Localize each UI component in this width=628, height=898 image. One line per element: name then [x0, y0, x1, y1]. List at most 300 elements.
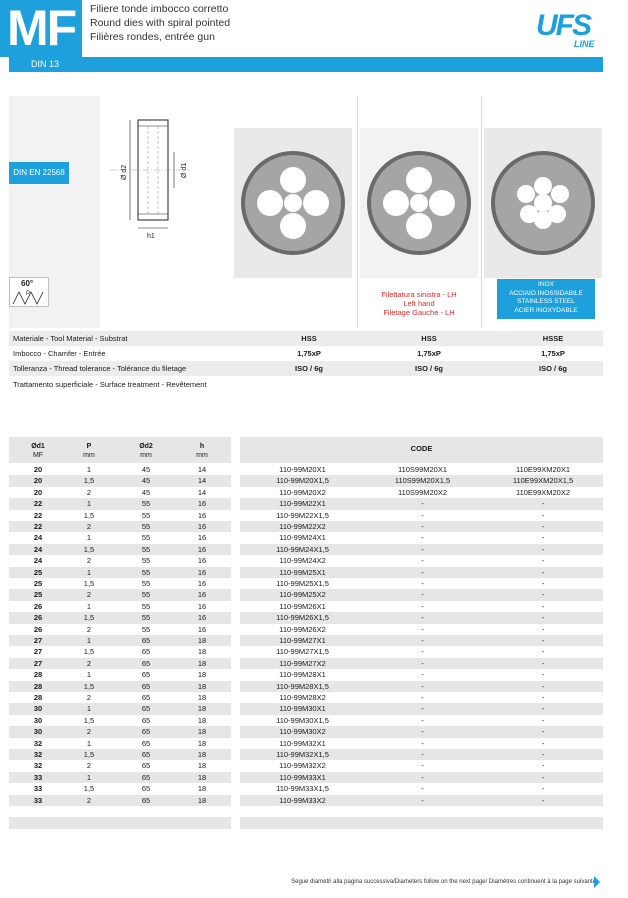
- table-row: [9, 532, 231, 543]
- code-cell: -: [421, 533, 424, 543]
- property-row: [9, 377, 603, 392]
- code-cell: -: [541, 647, 545, 657]
- ufs-line-logo: [536, 5, 606, 51]
- table-cell: 55: [141, 556, 151, 566]
- table-row-code: [240, 703, 603, 714]
- code-cell: 110-99M30X1,5: [276, 715, 329, 725]
- code-cell: -: [421, 658, 424, 668]
- table-cell: 65: [141, 704, 151, 714]
- property-value: ISO / 6g: [415, 364, 443, 373]
- table-cell: 26: [33, 624, 43, 634]
- table-cell: 14: [197, 476, 207, 486]
- code-cell: 110E99XM20X1: [515, 465, 571, 474]
- table-row: [9, 487, 231, 498]
- table-cell: 24: [33, 533, 43, 543]
- table-cell: 16: [197, 601, 207, 611]
- dim-d2-label: Ø d2: [121, 164, 128, 180]
- table-row: [9, 646, 231, 657]
- table-cell: 28: [33, 670, 43, 680]
- table-cell: 1: [86, 704, 92, 714]
- code-cell: 110-99M20X2: [279, 487, 326, 497]
- table-cell: 1: [86, 636, 92, 645]
- table-row: [9, 624, 231, 635]
- table-cell: 22: [33, 510, 43, 520]
- code-cell: -: [541, 715, 545, 725]
- table-cell: 27: [33, 636, 43, 645]
- title-english: Round dies with spiral pointed: [90, 17, 231, 29]
- code-cell: 110-99M22X2: [279, 522, 326, 531]
- table-row: [9, 578, 231, 589]
- code-cell: 110-99M26X2: [279, 624, 326, 634]
- table-row-empty: [240, 817, 603, 828]
- code-cell: -: [421, 499, 424, 509]
- table-row: [9, 795, 231, 806]
- table-cell: 55: [141, 567, 151, 577]
- code-cell: 110-99M22X1,5: [276, 510, 329, 520]
- code-cell: 110-99M20X1,5: [276, 476, 329, 486]
- die-photo-lh: [360, 128, 478, 278]
- table-cell: 65: [141, 738, 151, 748]
- table-row: [9, 692, 231, 703]
- code-cell: -: [421, 750, 424, 759]
- technical-drawing: [100, 110, 200, 250]
- table-row-code: [240, 726, 603, 737]
- code-cell: -: [541, 567, 545, 577]
- code-cell: -: [421, 544, 424, 554]
- thread-60-icon: [9, 277, 49, 307]
- table-cell: 16: [197, 579, 207, 588]
- code-cell: -: [421, 522, 424, 531]
- table-cell: 1,5: [83, 544, 95, 554]
- din-tab: DIN 13: [30, 59, 59, 69]
- panel-separator: [481, 96, 482, 328]
- table-row: [9, 772, 231, 783]
- title-italian: Filiere tonde imbocco corretto: [90, 3, 229, 15]
- table-cell: 32: [33, 761, 43, 771]
- table-cell: 45: [141, 487, 151, 497]
- code-cell: -: [421, 727, 424, 737]
- thread-p-text: P: [26, 291, 31, 297]
- table-cell: 55: [141, 499, 151, 509]
- table-row-code: [240, 646, 603, 657]
- code-cell: -: [421, 715, 424, 725]
- table-cell: 25: [33, 579, 43, 588]
- code-cell: 110S99M20X1,5: [394, 476, 451, 486]
- table-cell: 18: [197, 670, 207, 680]
- table-cell: 16: [197, 510, 207, 520]
- code-cell: 110-99M24X1,5: [276, 544, 329, 554]
- die-photo-hss: [234, 128, 352, 278]
- table-row: [9, 669, 231, 680]
- table-cell: 22: [33, 499, 43, 509]
- property-value: 1,75xP: [417, 349, 441, 358]
- table-cell: 65: [141, 647, 151, 657]
- table-row-code: [240, 669, 603, 680]
- code-cell: 110-99M27X1: [279, 636, 326, 645]
- table-row: [9, 567, 231, 578]
- table-cell: 16: [197, 544, 207, 554]
- die-photo-inox: [484, 128, 602, 278]
- table-row-empty: [240, 806, 603, 817]
- dim-h1-label: h1: [147, 233, 155, 240]
- table-row-code: [240, 681, 603, 692]
- table-row-empty: [9, 806, 231, 817]
- table-cell: 1,5: [83, 681, 95, 691]
- table-cell: 2: [86, 522, 92, 531]
- code-cell: -: [541, 624, 545, 634]
- table-cell: 16: [197, 624, 207, 634]
- table-row: [9, 658, 231, 669]
- table-row: [9, 601, 231, 612]
- table-cell: 1: [86, 601, 92, 611]
- code-cell: -: [541, 727, 545, 737]
- table-cell: 28: [33, 681, 43, 691]
- next-page-arrow-icon[interactable]: [594, 876, 600, 888]
- table-cell: 55: [141, 522, 151, 531]
- thread-angle-text: 60°: [21, 279, 34, 288]
- table-cell: 2: [86, 658, 92, 668]
- inox-line: ACIER INOXYDABLE: [514, 306, 578, 314]
- code-cell: 110-99M33X2: [279, 795, 326, 805]
- table-cell: 45: [141, 476, 151, 486]
- code-cell: 110-99M25X1,5: [276, 579, 329, 588]
- brand-text: UFS: [536, 9, 590, 42]
- code-cell: -: [421, 795, 424, 805]
- code-cell: 110-99M30X1: [279, 704, 326, 714]
- mf-logo-box: [0, 0, 82, 57]
- table-cell: 2: [86, 693, 92, 702]
- property-value: HSS: [301, 334, 317, 343]
- table-cell: 16: [197, 613, 207, 623]
- code-cell: 110-99M27X2: [279, 658, 326, 668]
- table-cell: 65: [141, 636, 151, 645]
- table-row-empty: [9, 817, 231, 828]
- property-value: HSS: [421, 334, 437, 343]
- table-cell: 1,5: [83, 510, 95, 520]
- property-value: 1,75xP: [297, 349, 321, 358]
- table-row: [9, 635, 231, 646]
- table-cell: 24: [33, 544, 43, 554]
- code-cell: -: [421, 510, 424, 520]
- header-code: CODE: [410, 444, 433, 453]
- code-cell: -: [421, 601, 424, 611]
- table-cell: 30: [33, 727, 43, 737]
- property-row: [9, 331, 603, 346]
- table-row-code: [240, 475, 603, 486]
- code-cell: 110-99M25X2: [279, 590, 326, 600]
- table-row: [9, 510, 231, 521]
- header-h1: h mm: [196, 443, 208, 459]
- header-d1: Ød1 MF: [31, 443, 45, 459]
- table-row: [9, 726, 231, 737]
- table-cell: 55: [141, 510, 151, 520]
- table-cell: 18: [197, 772, 207, 782]
- table-row-code: [240, 715, 603, 726]
- table-cell: 18: [197, 647, 207, 657]
- code-cell: -: [421, 647, 424, 657]
- property-row: [9, 346, 603, 361]
- table-cell: 20: [33, 487, 43, 497]
- code-cell: -: [541, 772, 545, 782]
- table-cell: 1,5: [83, 476, 95, 486]
- table-cell: 65: [141, 715, 151, 725]
- code-cell: -: [421, 636, 424, 645]
- table-cell: 1,5: [83, 647, 95, 657]
- table-cell: 1,5: [83, 715, 95, 725]
- table-cell: 25: [33, 567, 43, 577]
- property-value: ISO / 6g: [539, 364, 567, 373]
- table-cell: 55: [141, 601, 151, 611]
- code-cell: 110-99M32X1,5: [276, 750, 329, 759]
- table-header-left: [9, 437, 231, 463]
- table-cell: 45: [141, 465, 151, 474]
- table-row-code: [240, 578, 603, 589]
- code-cell: 110S99M20X1: [397, 465, 448, 474]
- table-row: [9, 589, 231, 600]
- table-row: [9, 749, 231, 760]
- table-cell: 1: [86, 465, 92, 474]
- table-cell: 18: [197, 784, 207, 794]
- code-cell: -: [541, 579, 545, 588]
- table-cell: 65: [141, 693, 151, 702]
- table-row-code: [240, 589, 603, 600]
- code-cell: 110-99M30X2: [279, 727, 326, 737]
- title-block: [90, 2, 230, 44]
- code-cell: -: [541, 601, 545, 611]
- code-cell: -: [421, 784, 424, 794]
- code-cell: 110S99M20X2: [397, 487, 448, 497]
- left-hand-note: [357, 290, 481, 317]
- table-cell: 16: [197, 556, 207, 566]
- table-row-code: [240, 612, 603, 623]
- inox-line: ACCIAIO INOSSIDABILE: [509, 289, 583, 297]
- table-cell: 18: [197, 738, 207, 748]
- table-cell: 1,5: [83, 784, 95, 794]
- table-row-code: [240, 464, 603, 475]
- table-cell: 1: [86, 567, 92, 577]
- table-cell: 65: [141, 750, 151, 759]
- table-cell: 2: [86, 556, 92, 566]
- table-cell: 33: [33, 772, 43, 782]
- table-cell: 30: [33, 715, 43, 725]
- table-cell: 55: [141, 624, 151, 634]
- code-cell: -: [541, 544, 545, 554]
- table-cell: 18: [197, 750, 207, 759]
- table-row: [9, 498, 231, 509]
- code-cell: -: [541, 704, 545, 714]
- table-cell: 18: [197, 727, 207, 737]
- code-cell: -: [541, 613, 545, 623]
- table-cell: 2: [86, 727, 92, 737]
- table-cell: 33: [33, 784, 43, 794]
- code-cell: 110-99M28X1,5: [276, 681, 329, 691]
- table-row-code: [240, 567, 603, 578]
- header-p: P mm: [83, 443, 95, 459]
- inox-line: INOX: [538, 281, 554, 288]
- code-cell: -: [541, 693, 545, 702]
- table-cell: 1: [86, 670, 92, 680]
- table-cell: 16: [197, 499, 207, 509]
- footer-note: Segue diametri alla pagina successiva/Diameters follow on the next page/ Diamètres continuent à la page suivante: [291, 879, 596, 885]
- code-cell: 110-99M24X2: [279, 556, 326, 566]
- table-cell: 14: [197, 465, 207, 474]
- table-cell: 16: [197, 533, 207, 543]
- code-cell: -: [541, 533, 545, 543]
- code-cell: 110-99M26X1: [279, 601, 326, 611]
- title-french: Filières rondes, entrée gun: [90, 31, 215, 43]
- table-row-code: [240, 795, 603, 806]
- code-cell: 110-99M20X1: [279, 465, 326, 474]
- table-cell: 1,5: [83, 613, 95, 623]
- dim-d1-label: Ø d1: [181, 162, 188, 178]
- table-cell: 18: [197, 761, 207, 771]
- code-cell: -: [541, 761, 545, 771]
- table-row: [9, 521, 231, 532]
- code-cell: -: [421, 761, 424, 771]
- table-cell: 65: [141, 772, 151, 782]
- code-cell: 110-99M27X1,5: [276, 647, 329, 657]
- table-row-code: [240, 760, 603, 771]
- table-row-code: [240, 749, 603, 760]
- table-cell: 1,5: [83, 579, 95, 588]
- table-cell: 65: [141, 658, 151, 668]
- table-cell: 18: [197, 681, 207, 691]
- table-row-code: [240, 692, 603, 703]
- inox-badge: [497, 279, 595, 319]
- table-cell: 1: [86, 533, 92, 543]
- property-label: Tolleranza - Thread tolerance - Tolérance du filetage: [13, 364, 187, 373]
- table-cell: 32: [33, 750, 43, 759]
- code-cell: -: [541, 556, 545, 566]
- table-cell: 55: [141, 590, 151, 600]
- table-cell: 1: [86, 738, 92, 748]
- table-cell: 2: [86, 761, 92, 771]
- table-cell: 33: [33, 795, 43, 805]
- table-row: [9, 760, 231, 771]
- property-value: 1,75xP: [541, 349, 565, 358]
- table-row: [9, 464, 231, 475]
- code-cell: -: [421, 738, 424, 748]
- table-cell: 18: [197, 715, 207, 725]
- table-row-code: [240, 658, 603, 669]
- table-cell: 18: [197, 704, 207, 714]
- table-row-code: [240, 487, 603, 498]
- code-cell: -: [541, 795, 545, 805]
- code-cell: 110E99XM20X1,5: [512, 476, 574, 486]
- table-cell: 2: [86, 590, 92, 600]
- table-cell: 18: [197, 795, 207, 805]
- table-row-code: [240, 555, 603, 566]
- code-cell: 110E99XM20X2: [515, 487, 571, 497]
- table-row-code: [240, 624, 603, 635]
- table-cell: 28: [33, 693, 43, 702]
- table-row: [9, 738, 231, 749]
- table-cell: 27: [33, 658, 43, 668]
- din-en-badge: DIN EN 22568: [9, 162, 69, 184]
- table-cell: 20: [33, 476, 43, 486]
- din-bar: [9, 57, 603, 72]
- table-cell: 1: [86, 499, 92, 509]
- property-row: [9, 361, 603, 376]
- code-cell: 110-99M32X2: [279, 761, 326, 771]
- table-cell: 22: [33, 522, 43, 531]
- table-row-code: [240, 601, 603, 612]
- lh-line: Left hand: [403, 299, 435, 308]
- code-cell: -: [541, 522, 545, 531]
- table-row: [9, 681, 231, 692]
- lh-line: Filetage Gauche - LH: [383, 308, 455, 317]
- table-row: [9, 612, 231, 623]
- code-cell: 110-99M33X1,5: [276, 784, 329, 794]
- property-label: Materiale - Tool Material - Substrat: [13, 334, 128, 343]
- table-cell: 65: [141, 681, 151, 691]
- table-row: [9, 783, 231, 794]
- code-cell: -: [541, 670, 545, 680]
- table-cell: 2: [86, 795, 92, 805]
- code-cell: -: [541, 750, 545, 759]
- table-cell: 65: [141, 795, 151, 805]
- table-cell: 18: [197, 636, 207, 645]
- table-cell: 18: [197, 658, 207, 668]
- table-cell: 16: [197, 590, 207, 600]
- table-cell: 16: [197, 522, 207, 531]
- mf-logo-text: MF: [7, 0, 76, 56]
- code-cell: -: [541, 658, 545, 668]
- property-value: ISO / 6g: [295, 364, 323, 373]
- code-cell: 110-99M22X1: [279, 499, 326, 509]
- table-cell: 55: [141, 579, 151, 588]
- brand-sub-text: LINE: [574, 39, 595, 49]
- code-cell: -: [421, 704, 424, 714]
- code-cell: -: [541, 681, 545, 691]
- code-cell: -: [421, 624, 424, 634]
- inox-line: STAINLESS STEEL: [517, 298, 575, 305]
- table-cell: 32: [33, 738, 43, 748]
- code-cell: 110-99M26X1,5: [276, 613, 329, 623]
- code-cell: -: [541, 499, 545, 509]
- code-cell: -: [421, 772, 424, 782]
- code-cell: 110-99M32X1: [279, 738, 326, 748]
- code-cell: 110-99M33X1: [279, 772, 326, 782]
- code-cell: -: [541, 738, 545, 748]
- lh-line: Filettatura sinistra - LH: [381, 290, 457, 299]
- code-cell: -: [541, 590, 545, 600]
- table-cell: 65: [141, 784, 151, 794]
- table-cell: 2: [86, 624, 92, 634]
- table-row-code: [240, 772, 603, 783]
- code-cell: -: [421, 613, 424, 623]
- code-cell: -: [541, 510, 545, 520]
- property-label: Trattamento superficiale - Surface treatment - Revêtement: [13, 380, 207, 389]
- code-cell: -: [421, 681, 424, 691]
- table-cell: 18: [197, 693, 207, 702]
- code-cell: -: [421, 590, 424, 600]
- table-row-code: [240, 635, 603, 646]
- table-cell: 20: [33, 465, 43, 474]
- table-cell: 65: [141, 670, 151, 680]
- table-cell: 27: [33, 647, 43, 657]
- code-cell: -: [421, 556, 424, 566]
- code-cell: 110-99M24X1: [279, 533, 326, 543]
- table-cell: 26: [33, 613, 43, 623]
- table-row-code: [240, 544, 603, 555]
- table-row: [9, 555, 231, 566]
- code-cell: 110-99M28X2: [279, 693, 326, 702]
- code-cell: 110-99M28X1: [279, 670, 326, 680]
- table-cell: 2: [86, 487, 92, 497]
- table-cell: 14: [197, 487, 207, 497]
- table-cell: 55: [141, 544, 151, 554]
